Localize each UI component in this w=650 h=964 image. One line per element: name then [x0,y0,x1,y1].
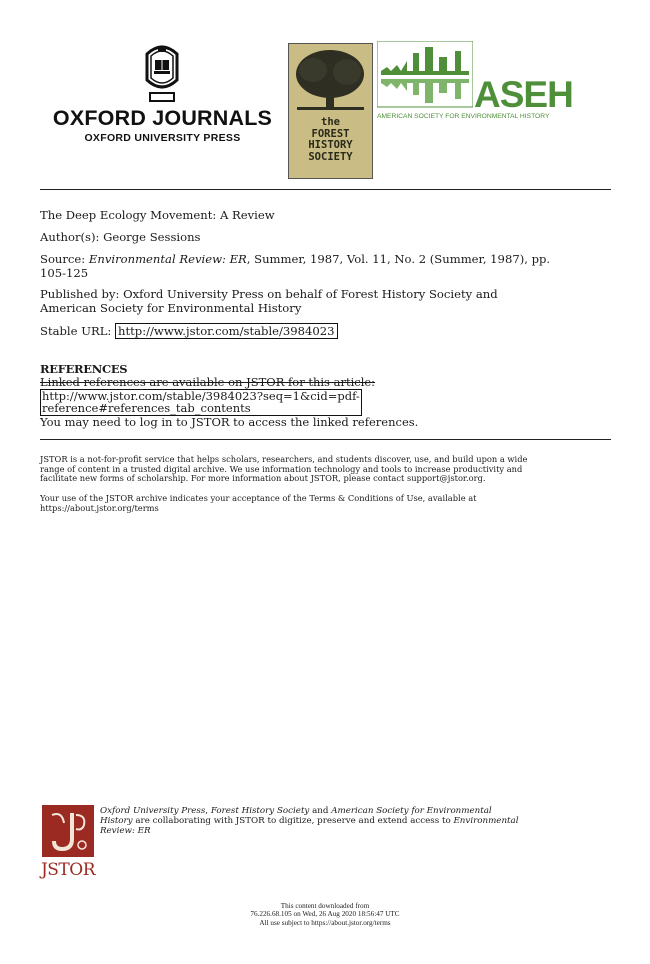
oxford-journals-wordmark: OXFORD JOURNALS [52,106,273,130]
separator: , [205,806,211,816]
source-pages: 105-125 [40,265,89,280]
source-journal: Environmental Review: ER [88,252,247,266]
references-heading: REFERENCES [40,362,128,376]
references-link-line-2[interactable]: reference#references_tab_contents [42,401,251,415]
article-title: The Deep Ecology Movement: A Review [40,208,275,222]
publisher-1: Oxford University Press [100,806,206,816]
jstor-notice-paragraph [40,455,611,484]
notice-line: facilitate new forms of scholarship. For more information about JSTOR, please contact support@jstor.org. [40,473,486,484]
article-publisher [40,288,611,315]
jstor-wordmark: JSTOR [40,860,96,880]
terms-line: Your use of the JSTOR archive indicates your acceptance of the Terms & Conditions of Use, available at [40,493,477,503]
fhs-line: FOREST [311,127,350,140]
login-note: You may need to log in to JSTOR to access the linked references. [40,415,419,429]
linked-references-text: Linked references are available on JSTOR for this article: [40,375,376,389]
collaboration-middle: are collaborating with JSTOR to digitize, preserve and extend access to [132,816,454,826]
forest-history-society-logo [288,43,373,179]
publisher-2: Forest History Society [210,806,310,816]
forest-history-society-wordmark [289,117,372,163]
source-details: , Summer, 1987, Vol. 11, No. 2 (Summer, 1987), pp. [246,252,551,266]
terms-paragraph [40,494,611,513]
article-stable-url [40,325,611,339]
city-skyline-icon [377,41,473,111]
footer-line-1: This content downloaded from [280,902,370,910]
section-divider [40,439,611,440]
published-label: Published by: [40,287,120,301]
jstor-logo [40,805,96,883]
publisher-3: American Society for Environmental [331,806,492,816]
authors-value: George Sessions [103,230,201,244]
jstor-emblem-icon [42,805,94,857]
oxford-university-press-wordmark: OXFORD UNIVERSITY PRESS [84,132,241,144]
notice-line: JSTOR is a not-for-profit service that helps scholars, researchers, and students discover, use, and build upon a wide [40,454,528,464]
article-authors [40,231,611,245]
collaboration-statement [100,806,580,836]
published-line-2: American Society for Environmental History [40,300,302,315]
footer-line-2: 76.226.68.105 on Wed, 26 Aug 2020 18:56:47 UTC [250,910,400,919]
fhs-line: SOCIETY [308,150,353,163]
stable-url-link[interactable]: http://www.jstor.com/stable/3984023 [115,323,338,339]
references-link-line-1[interactable]: http://www.jstor.com/stable/3984023?seq=1&cid=pdf- [42,388,360,403]
download-footer [180,902,470,927]
references-section [40,362,611,429]
publisher-3-cont: History [100,816,133,826]
oxford-journals-logo [40,40,285,150]
oxford-crest-icon [137,40,187,106]
header-divider [40,189,611,190]
terms-url[interactable]: https://about.jstor.org/terms [40,502,159,513]
journal-name: Environmental [453,816,519,826]
source-label: Source: [40,252,86,266]
authors-label: Author(s): [40,230,100,244]
references-link[interactable] [40,389,362,416]
aseh-subtitle: AMERICAN SOCIETY FOR ENVIRONMENTAL HISTORY [377,113,550,120]
journal-name-cont: Review: ER [100,826,151,836]
fhs-line: the [321,116,340,128]
stable-url-label: Stable URL: [40,324,112,338]
fhs-line: HISTORY [308,139,353,151]
notice-line: range of content in a trusted digital archive. We use information technology and tools to increase productivity and [40,463,523,474]
separator: and [309,806,332,816]
footer-line-3: All use subject to https://about.jstor.org/terms [259,918,391,927]
aseh-logo [377,41,573,121]
aseh-wordmark: ASEH [474,74,573,115]
article-source [40,253,611,280]
published-line-1: Oxford University Press on behalf of Forest History Society and [123,287,498,301]
